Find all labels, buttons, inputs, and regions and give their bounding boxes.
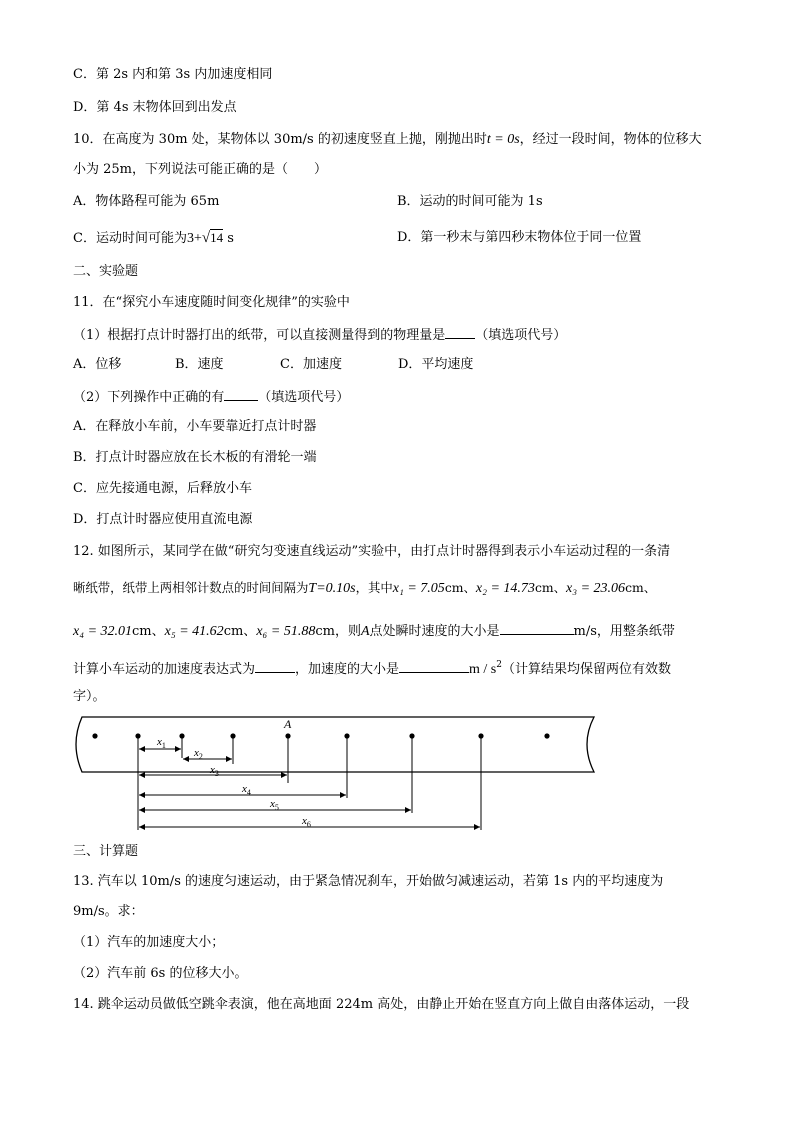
q12-stem-line3: x₄ = 32.01cm、x₅ = 41.62cm、x₆ = 51.88cm，则A点处瞬时速度的大小是 m/s，用整条纸带 xyxy=(73,621,675,641)
answer-blank[interactable] xyxy=(445,325,475,339)
q10-stem-line2: 小为 25m，下列说法可能正确的是（ ） xyxy=(73,162,328,177)
q13-part2: （2）汽车前 6s 的位移大小。 xyxy=(73,966,248,981)
q12-stem-line2: 晰纸带，纸带上两相邻计数点的时间间隔为T=0.10s，其中x₁ = 7.05cm、x₂ = 14.73cm、x₃ = 23.06cm、 xyxy=(73,580,657,596)
tape-dot xyxy=(92,733,97,738)
q9-option-d: D．第 4s 末物体回到出发点 xyxy=(73,100,237,115)
q12-stem-line5: 字）。 xyxy=(73,689,106,704)
section-experiment-heading: 二、实验题 xyxy=(73,264,139,279)
q11-part1: （1）根据打点计时器打出的纸带，可以直接测量得到的物理量是 （填选项代号） xyxy=(73,325,566,345)
x6-label: $x_6$ xyxy=(302,815,311,829)
answer-blank[interactable] xyxy=(399,659,469,673)
q13-stem-line2: 9m/s。求： xyxy=(73,904,144,919)
q12-stem-line1: 12. 如图所示，某同学在做“研究匀变速直线运动”实验中，由打点计时器得到表示小车运动过程的一条清 xyxy=(73,544,671,559)
q10-option-d: D．第一秒末与第四秒末物体位于同一位置 xyxy=(397,230,642,245)
q10-option-b: B．运动的时间可能为 1s xyxy=(397,194,543,209)
answer-blank[interactable] xyxy=(224,387,258,401)
q11-part2: （2）下列操作中正确的有 （填选项代号） xyxy=(73,387,349,407)
q10-stem-line1: 10．在高度为 30m 处，某物体以 30m/s 的初速度竖直上抛，刚抛出时t = 0s，经过一段时间，物体的位移大 xyxy=(73,132,702,147)
q13-part1: （1）汽车的加速度大小； xyxy=(73,935,225,950)
q12-stem-line4: 计算小车运动的加速度表达式为 ，加速度的大小是 m / $s^2$（计算结果均保留两位有效数 xyxy=(73,660,672,677)
q14-stem-line1: 14. 跳伞运动员做低空跳伞表演，他在高地面 224m 高处，由静止开始在竖直方向上做自由落体运动，一段 xyxy=(73,997,690,1012)
paper-tape xyxy=(76,717,594,772)
answer-blank[interactable] xyxy=(500,621,574,635)
q11-part1-options: A．位移 B．速度 C．加速度 D．平均速度 xyxy=(73,357,474,372)
q11-part2-option-b: B．打点计时器应放在长木板的有滑轮一端 xyxy=(73,450,317,465)
sqrt-icon: √ xyxy=(201,230,211,246)
x1-label: $x_1$ xyxy=(157,736,166,750)
q11-stem: 11．在“探究小车速度随时间变化规律”的实验中 xyxy=(73,295,350,310)
x5-label: $x_5$ xyxy=(270,798,279,812)
x2-label: $x_2$ xyxy=(194,747,203,761)
q10-option-c: C．运动时间可能为3+√14 s xyxy=(73,230,234,246)
x4-label: $x_4$ xyxy=(242,783,251,797)
q11-part2-option-a: A．在释放小车前，小车要靠近打点计时器 xyxy=(73,419,317,434)
q13-stem-line1: 13. 汽车以 10m/s 的速度匀速运动，由于紧急情况刹车，开始做匀减速运动，若第 1s 内的平均速度为 xyxy=(73,874,664,889)
paper-tape-figure xyxy=(70,712,610,834)
q10-option-a: A．物体路程可能为 65m xyxy=(73,194,220,209)
q9-option-c: C．第 2s 内和第 3s 内加速度相同 xyxy=(73,67,273,82)
section-calculation-heading: 三、计算题 xyxy=(73,844,139,859)
t-equals-zero: t = 0s xyxy=(486,132,520,147)
q11-part2-option-d: D．打点计时器应使用直流电源 xyxy=(73,512,253,527)
x3-label: $x_3$ xyxy=(210,764,219,778)
tape-dot xyxy=(544,733,549,738)
point-a-label: A xyxy=(284,717,292,731)
q11-part2-option-c: C．应先接通电源，后释放小车 xyxy=(73,481,252,496)
answer-blank[interactable] xyxy=(255,659,295,673)
